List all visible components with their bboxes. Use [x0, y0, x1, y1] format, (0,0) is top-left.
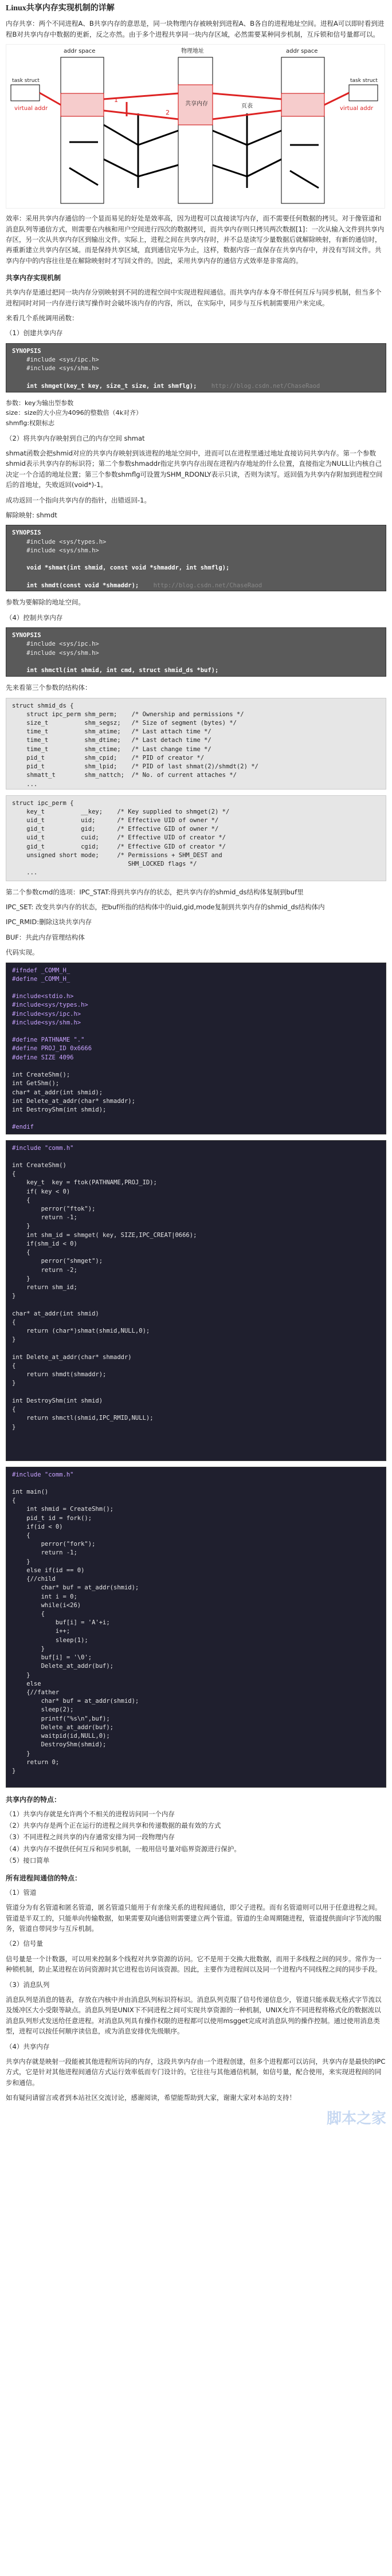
ipc-pipe-text: 管道分为有名管道和匿名管道，匿名管道只能用于有亲缘关系的进程间通信，即父子进程。而有名管道则可以用于任意进程之间。管道是半双工的，只能单向传输数据，如果需要双向通信则需要建立两个管道。管道的生命周期随进程，管道提供面向字节流的服务，管道自带同步与互斥机制。 [6, 1903, 382, 1933]
ipc-shm-text: 共享内存就是映射一段能被其他进程所访问的内存，这段共享内存由一个进程创建，但多个进程都可以访问，共享内存是最快的IPC方式，它是针对其他进程间通信方式运行效率低而专门设计的。它往往与其他通信机制，如信号量，配合使用，来实现进程间的同步和通信。 [6, 2057, 386, 2087]
article-title: Linux共享内存实现机制的详解 [6, 4, 115, 13]
code-line: } [12, 1293, 16, 1300]
physical-memory-label: 物理地址 [181, 48, 204, 55]
code-line: { [12, 1362, 16, 1369]
code-line: #define SIZE 4096 [12, 1054, 74, 1061]
ipc-msg-heading: （3）消息队列 [6, 1980, 50, 1989]
code-line: } [12, 1380, 16, 1387]
code-line: perror("fork"); [12, 1541, 96, 1548]
code-line: #define PROJ_ID 0x6666 [12, 1045, 92, 1053]
code-line: #include<sys/ipc.h> [12, 1010, 81, 1018]
code-line: char* at_addr(int shmid); [12, 1089, 103, 1096]
code-line: Delete_at_addr(buf); [12, 1723, 114, 1731]
code1-watermark: http://blog.csdn.net/ChaseRaod [211, 382, 320, 390]
struct2-line: uid_t cuid; /* Effective UID of creator */ [12, 834, 226, 842]
code-line: } [12, 1767, 16, 1774]
right-vaddr-label: virtual addr [340, 105, 374, 112]
struct1-line: pid_t shm_lpid; /* PID of last shmat(2)/shmdt(2) */ [12, 763, 258, 771]
code-line: key_t key = ftok(PATHNAME,PROJ_ID); [12, 1179, 157, 1187]
code-line: #ifndef _COMM_H_ [12, 967, 70, 974]
code-line: return -2; [12, 1266, 77, 1274]
ipc-sem-heading: （2）信号量 [6, 1939, 43, 1948]
code-line: printf("%s\n",buf); [12, 1715, 110, 1722]
code-line [12, 1479, 380, 1488]
code-line: if( key < 0) [12, 1188, 70, 1195]
code-line [12, 1345, 380, 1353]
code-block-shmid-ds [6, 698, 386, 790]
summary-item: （1）共享内存就是允许两个不相关的进程访问同一个内存 [6, 1809, 175, 1818]
code2-line-5: int shmdt(const void *shmaddr); [12, 582, 139, 589]
code-block-shmctl [6, 627, 386, 677]
code-line: return -1; [12, 1214, 77, 1222]
shmdt-param: 参数为要解除的地址空间。 [6, 598, 85, 607]
code-line [12, 1301, 380, 1309]
code-line: int GetShm(); [12, 1080, 60, 1087]
code-line [12, 1062, 380, 1071]
code-line: int DestroyShm(int shmid); [12, 1106, 107, 1114]
code-line: } [12, 1223, 30, 1230]
code-line: return shmdt(shmaddr); [12, 1371, 107, 1379]
shm-label: 共享内存 [185, 101, 208, 108]
code-line: #include "comm.h" [12, 1144, 74, 1152]
code-line: i++; [12, 1628, 70, 1635]
code-line: int i = 0; [12, 1593, 77, 1600]
code-line: else [12, 1680, 41, 1687]
code-line: if(id < 0) [12, 1523, 63, 1530]
step-2-heading: （2）将共享内存映射到自己的内存空间 shmat [6, 434, 145, 442]
ipc-msg-text: 消息队列是消息的链表，存放在内核中并由消息队列标识符标识。消息队列克服了信号传递信息少，管道只能承载无格式字节流以及缓冲区大小受限等缺点。消息队列是UNIX下不同进程之间可实现共享资源的一种机制，UNIX允许不同进程将格式化的数据流以消息队列形式发送给任意进程。对消息队列具有操作权限的进程都可以使用msgget完成对消息队列的操作控制。通过使用消息类型，进程可以按任何顺序读信息，或为消息安排优先级顺序。 [6, 1995, 382, 2036]
code-line: { [12, 1611, 45, 1618]
code-line: { [12, 1196, 30, 1204]
code-line: char* buf = at_addr(shmid); [12, 1584, 139, 1592]
right-addr-space-label: addr space [286, 48, 318, 55]
code-line: int main() [12, 1488, 49, 1495]
struct2-line: ... [12, 869, 38, 877]
summary-title: 共享内存的特点： [6, 1795, 61, 1804]
shared-memory-diagram [6, 44, 385, 209]
left-addr-space [61, 57, 104, 203]
struct2-line: gid_t gid; /* Effective GID of owner */ [12, 826, 219, 833]
code-block-comm-h [6, 963, 386, 1134]
ipc-shm-heading: （4）共享内存 [6, 2042, 50, 2051]
struct2-line: key_t __key; /* Key supplied to shmget(2) */ [12, 808, 230, 815]
code-line: { [12, 1406, 16, 1413]
page-table-label: 页表 [241, 103, 253, 110]
code3-line-0: #include <sys/ipc.h> [12, 641, 99, 648]
code-line: return (char*)shmat(shmid,NULL,0); [12, 1328, 150, 1335]
code-line: return -1; [12, 1549, 77, 1557]
left-shm-region [61, 93, 104, 116]
code-line: int CreateShm() [12, 1161, 66, 1169]
code-line: #define PATHNAME "." [12, 1036, 85, 1044]
step-4-heading: （4）控制共享内存 [6, 613, 63, 622]
physical-memory [178, 57, 213, 203]
code-line: } [12, 1558, 30, 1565]
code2-watermark: http://blog.csdn.net/ChaseRaod [153, 582, 262, 589]
code-line: {//father [12, 1688, 60, 1696]
code-line: {//child [12, 1576, 56, 1583]
code-line: #include<stdio.h> [12, 993, 74, 1000]
code-line: while(i<26) [12, 1601, 81, 1609]
code-line: } [12, 1750, 30, 1757]
ipc-title: 所有进程间通信的特点： [6, 1874, 82, 1882]
left-task-label: task struct [12, 78, 40, 84]
code2-line-3: void *shmat(int shmid, const void *shmaddr, int shmflg); [12, 564, 230, 572]
code-line: int shmid = CreateShm(); [12, 1506, 114, 1513]
summary-list [6, 1809, 386, 1866]
impl-sub: 来看几个系统调用函数： [6, 314, 79, 323]
code-line: pid_t id = fork(); [12, 1514, 92, 1522]
code3-line-1: #include <sys/shm.h> [12, 649, 99, 657]
struct2-line: struct ipc_perm { [12, 799, 74, 807]
code-line [12, 1114, 380, 1123]
code1-line-3: int shmget(key_t key, size_t size, int shmflg); [12, 382, 197, 390]
code-line: sleep(2); [12, 1706, 74, 1714]
cmd-paragraph-3: IPC_RMID:删除这块共享内存 [6, 918, 92, 926]
code-line: DestroyShm(shmid); [12, 1741, 107, 1749]
code-block-main-c [6, 1467, 386, 1788]
struct1-line: time_t shm_dtime; /* Last detach time */ [12, 737, 211, 744]
code-line: if(shm_id < 0) [12, 1240, 77, 1247]
code-line: perror("shmget"); [12, 1258, 103, 1265]
code1-line-0: #include <sys/ipc.h> [12, 356, 99, 364]
diagram-svg [6, 45, 385, 208]
struct2-line: SHM_LOCKED flags */ [12, 861, 197, 868]
code-line: return shmctl(shmid,IPC_RMID,NULL); [12, 1415, 154, 1422]
code-line: { [12, 1318, 16, 1326]
left-addr-space-label: addr space [64, 48, 96, 55]
code-block-comm-c [6, 1140, 386, 1461]
struct1-line: shmatt_t shm_nattch; /* No. of current attaches */ [12, 772, 237, 779]
right-shm-region [281, 93, 324, 116]
code-line: #include "comm.h" [12, 1471, 74, 1478]
code-line [12, 984, 380, 992]
summary-item: （4）共享内存不提供任何互斥和同步机制，一般用信号量对临界资源进行保护。 [6, 1844, 241, 1853]
code-line: #include<sys/shm.h> [12, 1019, 81, 1026]
closing-paragraph: 如有疑问请留言或者到本站社区交流讨论，感谢阅读，希望能帮助到大家，谢谢大家对本站的支持！ [6, 2094, 296, 2102]
summary-item: （5）接口简单 [6, 1856, 50, 1865]
struct2-line: uid_t uid; /* Effective UID of owner */ [12, 817, 219, 824]
code-line: return 0; [12, 1758, 60, 1766]
code-line: } [12, 1336, 16, 1344]
code-line: { [12, 1171, 16, 1178]
shmdt-label: 解除映射: shmdt [6, 511, 57, 519]
struct-intro: 先来看第三个参数的结构体： [6, 684, 92, 692]
code-line: sleep(1); [12, 1636, 88, 1644]
code3-line-3: int shmctl(int shmid, int cmd, struct shmid_ds *buf); [12, 667, 219, 674]
code-line: int Delete_at_addr(char* shmaddr); [12, 1097, 135, 1105]
struct2-line: unsigned short mode; /* Permissions + SHM_DEST and [12, 851, 222, 859]
code-line: int DestroyShm(int shmid) [12, 1397, 103, 1404]
code2-line-0: #include <sys/types.h> [12, 538, 107, 545]
code-line: } [12, 1275, 30, 1282]
code-line: int Delete_at_addr(char* shmaddr) [12, 1353, 132, 1361]
ipc-sem-text: 信号量是一个计数器，可以用来控制多个线程对共享资源的访问。它不是用于交换大批数据，而用于多线程之间的同步。常作为一种锁机制，防止某进程在访问资源时其它进程也访问该资源。因此，主要作为进程间以及同一个进程内不同线程之间的同步手段。 [6, 1954, 382, 1974]
left-task-box [11, 85, 40, 101]
code-line: buf[i] = '\0'; [12, 1654, 92, 1662]
code-line: waitpid(id,NULL,0); [12, 1733, 110, 1740]
efficiency-paragraph: 效率：采用共享内存通信的一个显而易见的好处是效率高，因为进程可以直接读写内存，而不需要任何数据的拷贝。对于像管道和消息队列等通信方式，则需要在内核和用户空间进行四次的数据拷贝，而共享内存则只拷贝两次数据[1]：一次从输入文件到共享内存区，另一次从共享内存区到输出文件。实际上，进程之间在共享内存时，并不总是读写少量数据后就解除映射，有新的通信时，再重新建立共享内存区域。而是保持共享区域，直到通信完毕为止，这样，数据内容一直保存在共享内存中，并没有写回文件。共享内存中的内容往往是在解除映射时才写回文件的。因此，采用共享内存的通信方式效率是非常高的。 [6, 214, 385, 265]
code-line: #endif [12, 1124, 34, 1131]
code-impl-label: 代码实现。 [6, 948, 39, 957]
intro-paragraph: 内存共享：两个不同进程A、B共享内存的意思是，同一块物理内存被映射到进程A、B各自的进程地址空间。进程A可以即时看到进程B对共享内存中数据的更新，反之亦然。由于多个进程共享同一块内存区域，必然需要某种同步机制，互斥锁和信号量都可以。 [6, 19, 385, 38]
code-line [12, 1388, 380, 1397]
code-block-shmat [6, 525, 386, 591]
shmget-params: 参数：key为输出型参数 size：size的大小应为4096的整数倍（4k对齐） shmflg:权限标志 [6, 399, 143, 427]
site-watermark: 脚本之家 [326, 2110, 386, 2128]
struct1-line: pid_t shm_cpid; /* PID of creator */ [12, 754, 205, 761]
code-line: #define _COMM_H_ [12, 975, 70, 983]
summary-item: （2）共享内存是两个正在运行的进程之间共享和传递数据的最有效的方式 [6, 1821, 221, 1830]
code-block-ipc-perm [6, 795, 386, 881]
struct1-line: size_t shm_segsz; /* Size of segment (bytes) */ [12, 720, 237, 727]
code1-head: SYNOPSIS [12, 347, 41, 355]
code-line: } [12, 1423, 16, 1431]
struct2-line: gid_t cgid; /* Effective GID of creator */ [12, 843, 226, 850]
code-line: perror("ftok"); [12, 1205, 96, 1213]
code-line: int CreateShm(); [12, 1071, 70, 1079]
cmd-paragraph-1: 第二个参数cmd的选项：IPC_STAT:得到共享内存的状态，把共享内存的shmid_ds结构体复制到buf里 [6, 888, 304, 896]
code-line: { [12, 1497, 16, 1505]
code2-head: SYNOPSIS [12, 529, 41, 537]
code-line: { [12, 1532, 30, 1540]
code2-line-1: #include <sys/shm.h> [12, 547, 99, 554]
code-line: else if(id == 0) [12, 1566, 85, 1574]
code3-head: SYNOPSIS [12, 632, 41, 639]
code-line: } [12, 1645, 45, 1652]
struct1-line: time_t shm_ctime; /* Last change time */ [12, 745, 211, 753]
code-line: buf[i] = 'A'+i; [12, 1619, 110, 1627]
step-2-label: 2 [166, 109, 170, 117]
impl-title: 共享内存实现机制 [6, 274, 61, 282]
code-line: int shm_id = shmget( key, SIZE,IPC_CREAT|0666); [12, 1231, 197, 1239]
struct1-line: ... [12, 780, 38, 788]
code-line: Delete_at_addr(buf); [12, 1663, 114, 1670]
left-vaddr-label: virtual addr [14, 105, 48, 112]
step-1-heading: （1）创建共享内存 [6, 329, 63, 337]
struct1-line: time_t shm_atime; /* Last attach time */ [12, 728, 211, 736]
code-line: char* at_addr(int shmid) [12, 1310, 99, 1317]
impl-paragraph: 共享内存是通过把同一块内存分别映射到不同的进程空间中实现进程间通信。而共享内存本身不带任何互斥与同步机制，但当多个进程同时对同一内存进行读写操作时会破坏该内存的内容，所以，在实际中，同步与互斥机制需要用户来完成。 [6, 288, 382, 307]
right-task-box [349, 85, 378, 101]
code-block-shmget [6, 343, 386, 392]
summary-item: （3）不同进程之间共享的内存通常安排为同一段物理内存 [6, 1833, 175, 1841]
shmat-paragraph: shmat函数会把shmid对应的共享内存映射到该进程的地址空间中，进而可以在进程里通过地址直接访问共享内存。第一个参数shmid表示共享内存的标识符；第二个参数shmaddr指定共享内存出现在进程内存地址的什么位置，直接指定为NULL让内核自己决定一个合适的地址位置；第三个参数shmflg可设置为SHM_RDONLY表示只读，否则为读写。返回值为共享内存附加到进程空间后的首地址，失败返回(void*)-1。 [6, 449, 383, 489]
code-line: char* buf = at_addr(shmid); [12, 1698, 139, 1705]
step-1-label: 1 [114, 96, 118, 104]
code1-line-1: #include <sys/shm.h> [12, 365, 99, 372]
struct1-line: struct ipc_perm shm_perm; /* Ownership and permissions */ [12, 710, 244, 718]
code-line: #include<sys/types.h> [12, 1002, 88, 1009]
code-line [12, 1153, 380, 1161]
code-line: { [12, 1249, 30, 1256]
cmd-paragraph-4: BUF：共此内存管理结构体 [6, 933, 85, 941]
code-line [12, 1027, 380, 1036]
code-line: return shm_id; [12, 1284, 77, 1291]
ipc-pipe-heading: （1）管道 [6, 1888, 37, 1896]
shmat-return: 成功返回一个指向共享内存的指针，出错返回-1。 [6, 496, 151, 504]
right-addr-space [281, 57, 324, 203]
right-task-label: task struct [350, 78, 378, 84]
code-line: } [12, 1671, 30, 1679]
cmd-paragraph-2: IPC_SET: 改变共享内存的状态，把buf所指的结构体中的uid,gid,mode复制到共享内存的shmid_ds结构体内 [6, 902, 325, 911]
struct1-line: struct shmid_ds { [12, 702, 74, 709]
